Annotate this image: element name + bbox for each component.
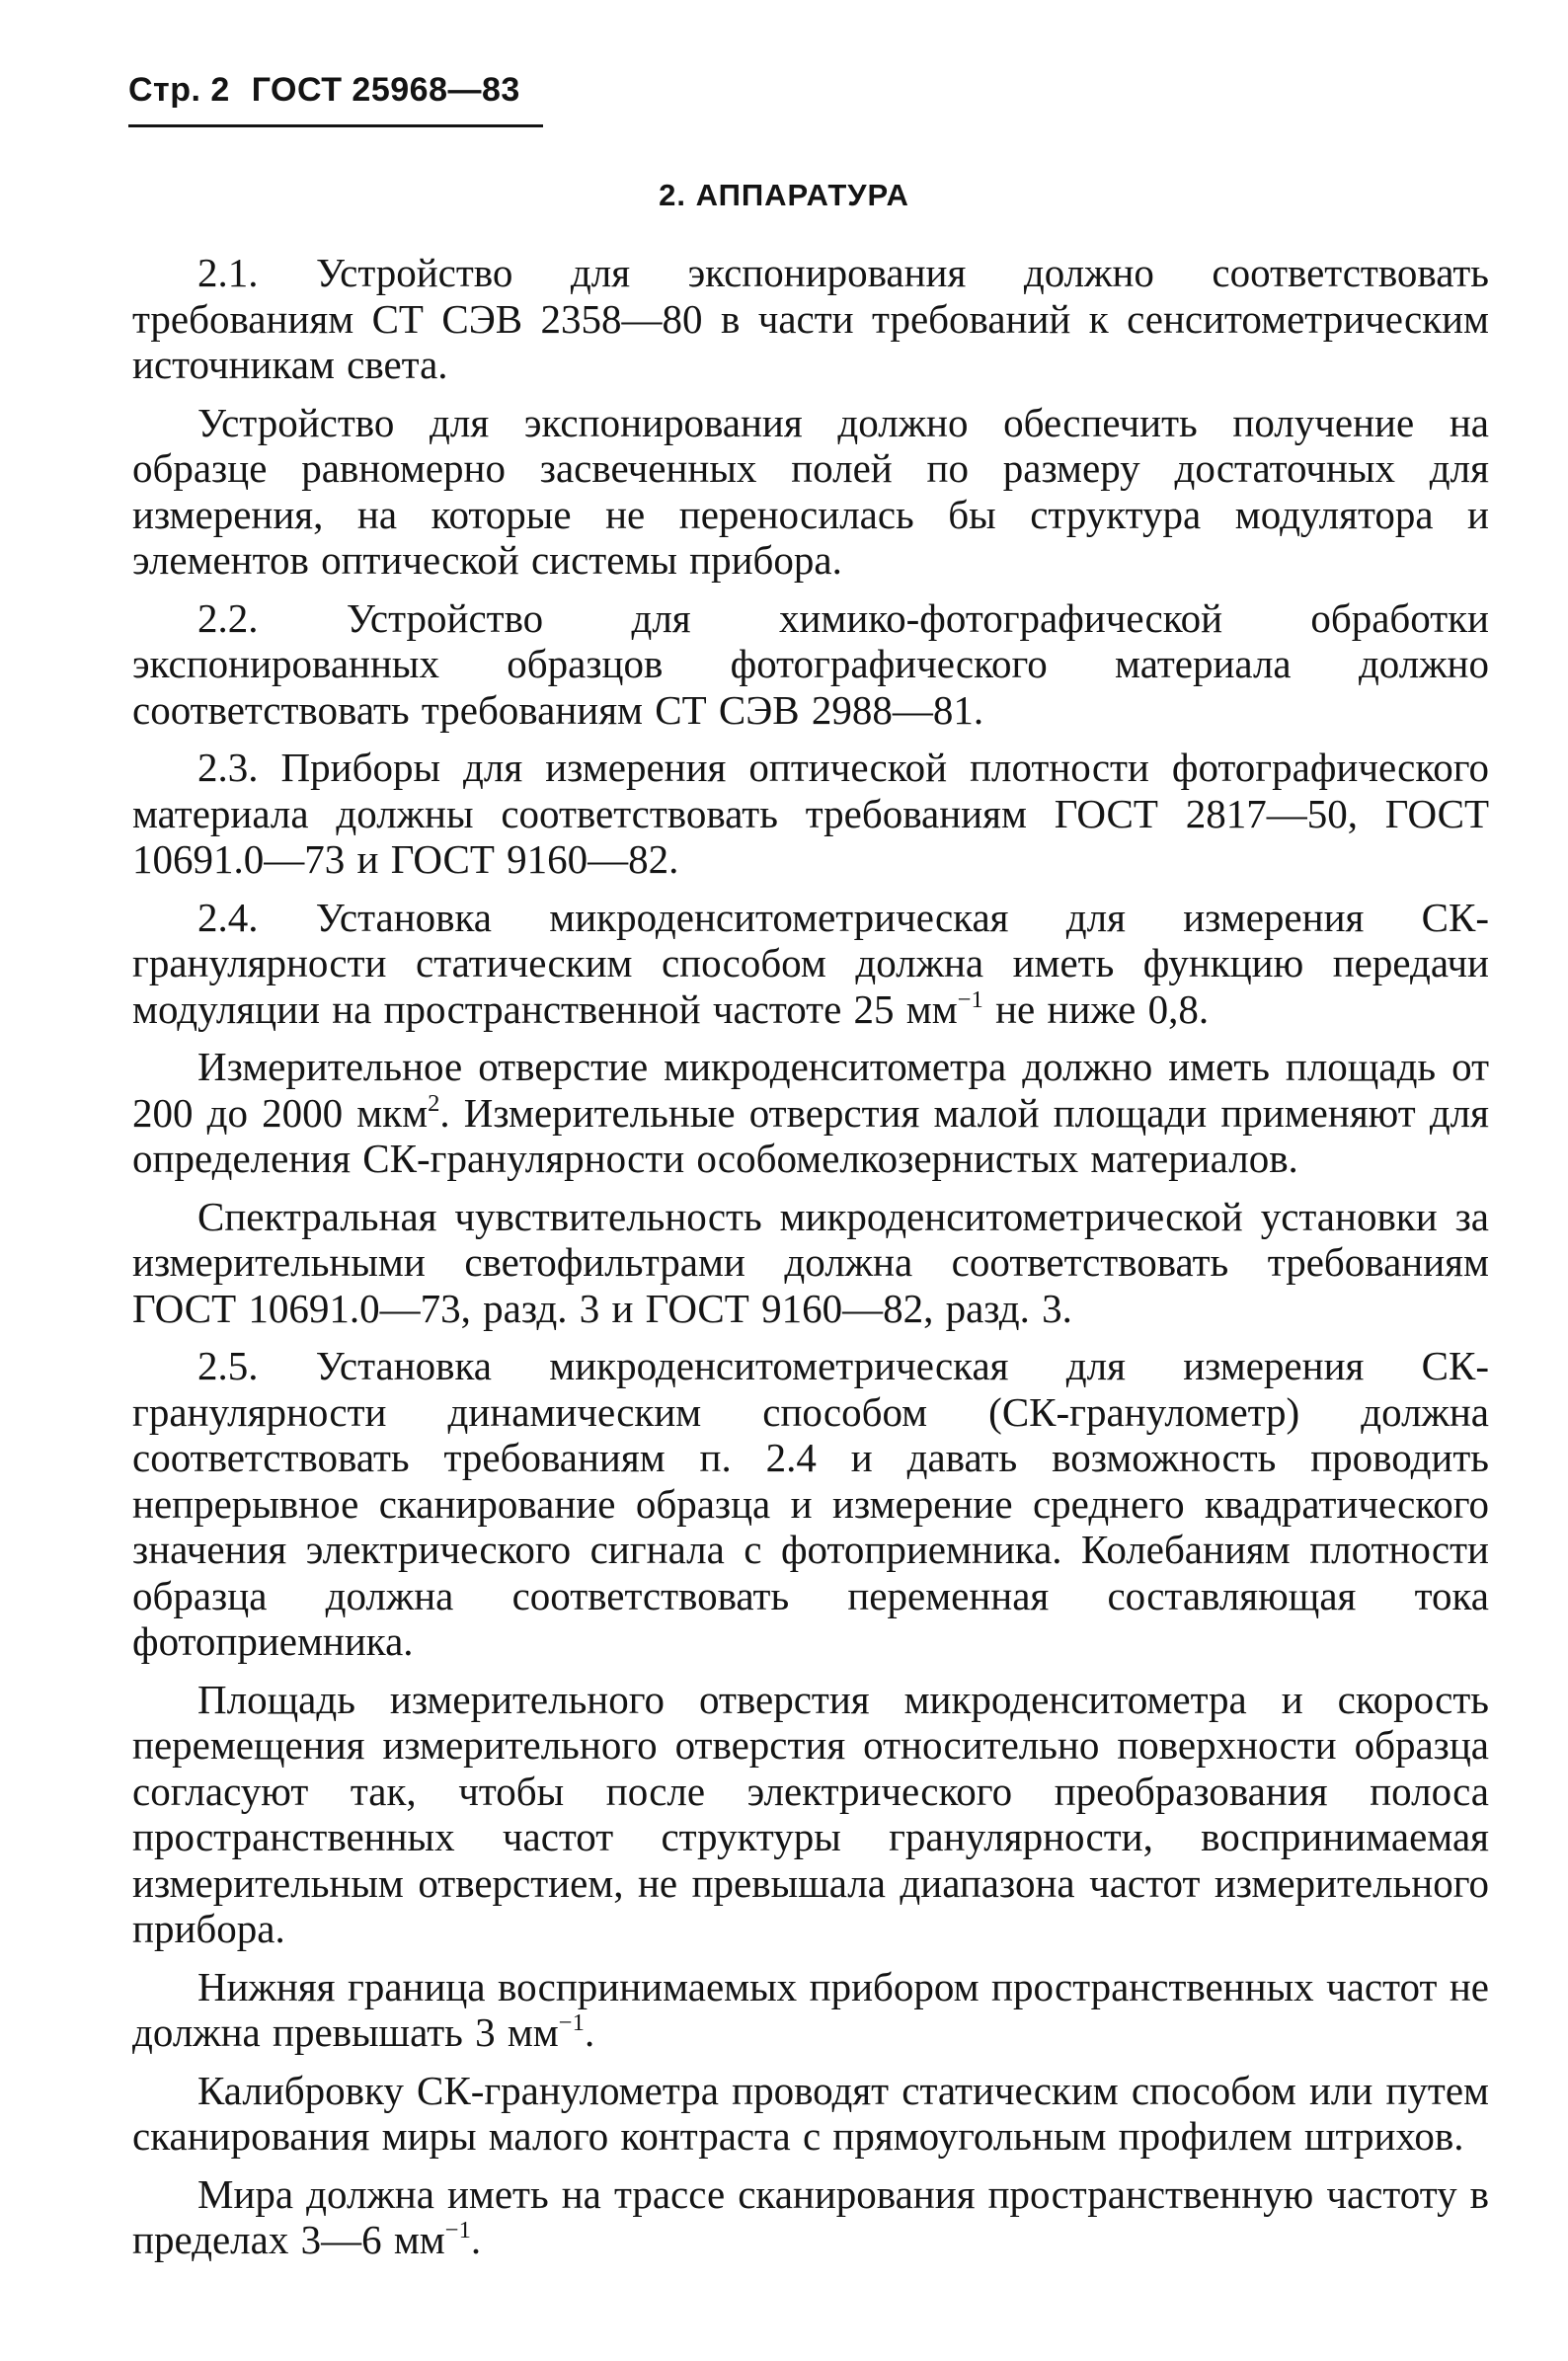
- header-rule: [128, 124, 543, 127]
- paragraph-2-1: 2.1. Устройство для экспонирования должно соответствовать требованиям СТ СЭВ 2358—80 в части требований к сенситометрическим источникам света.: [132, 250, 1489, 387]
- paragraph-2-5-area: Площадь измерительного отверстия микроденситометра и скорость перемещения измерительного отверстия относительно поверхности образца согласуют так, чтобы после электрического преобразования полоса пространственных частот структуры гранулярности, воспринимаемая измерительным отверстием, не превышала диапазона частот измерительного прибора.: [132, 1676, 1489, 1951]
- page-number: Стр. 2: [128, 71, 230, 109]
- page-header: [128, 71, 520, 110]
- paragraph-2-5: 2.5. Установка микроденситометрическая для измерения СК-гранулярности динамическим способом (СК-гранулометр) должна соответствовать требованиям п. 2.4 и давать возможность проводить непрерывное сканирование образца и измерение среднего квадратического значения электрического сигнала с фотоприемника. Колебаниям плотности образца должна соответствовать переменная составляющая тока фотоприемника.: [132, 1343, 1489, 1664]
- paragraph-2-1-cont: Устройство для экспонирования должно обеспечить получение на образце равномерно засвеченных полей по размеру достаточных для измерения, на которые не переносилась бы структура модулятора и элементов оптической системы прибора.: [132, 399, 1489, 583]
- paragraph-2-3: 2.3. Приборы для измерения оптической плотности фотографического материала должны соответствовать требованиям ГОСТ 2817—50, ГОСТ 10691.0—73 и ГОСТ 9160—82.: [132, 745, 1489, 882]
- paragraph-2-5-calibration: Калибровку СК-гранулометра проводят статическим способом или путем сканирования миры малого контраста с прямоугольным профилем штрихов.: [132, 2067, 1489, 2159]
- paragraph-2-4-aperture: Измерительное отверстие микроденситометра должно иметь площадь от 200 до 2000 мкм$^2$. Измерительные отверстия малой площади применяют для определения СК-гранулярности особомелкозернистых материалов.: [132, 1044, 1490, 1181]
- paragraph-2-4-spectral: Спектральная чувствительность микроденситометрической установки за измерительными светофильтрами должна соответствовать требованиям ГОСТ 10691.0—73, разд. 3 и ГОСТ 9160—82, разд. 3.: [132, 1193, 1489, 1331]
- paragraph-2-2: 2.2. Устройство для химико-фотографической обработки экспонированных образцов фотографического материала должно соответствовать требованиям СТ СЭВ 2988—81.: [132, 594, 1489, 733]
- paragraph-2-4: 2.4. Установка микроденситометрическая для измерения СК-гранулярности статическим способом должна иметь функцию передачи модуляции на пространственной частоте 25 $мм^{-1}$ не ниже 0,8.: [132, 894, 1489, 1032]
- standard-number: ГОСТ 25968—83: [251, 71, 520, 109]
- paragraph-2-5-target: Мира должна иметь на трассе сканирования пространственную частоту в пределах 3—6 $мм^{-1}$.: [132, 2170, 1489, 2262]
- section-title: 2. АППАРАТУРА: [659, 178, 909, 212]
- body-text: [132, 250, 1489, 2275]
- paragraph-2-5-lower-bound: Нижняя граница воспринимаемых прибором пространственных частот не должна превышать 3 $мм^{-1}$.: [132, 1963, 1489, 2055]
